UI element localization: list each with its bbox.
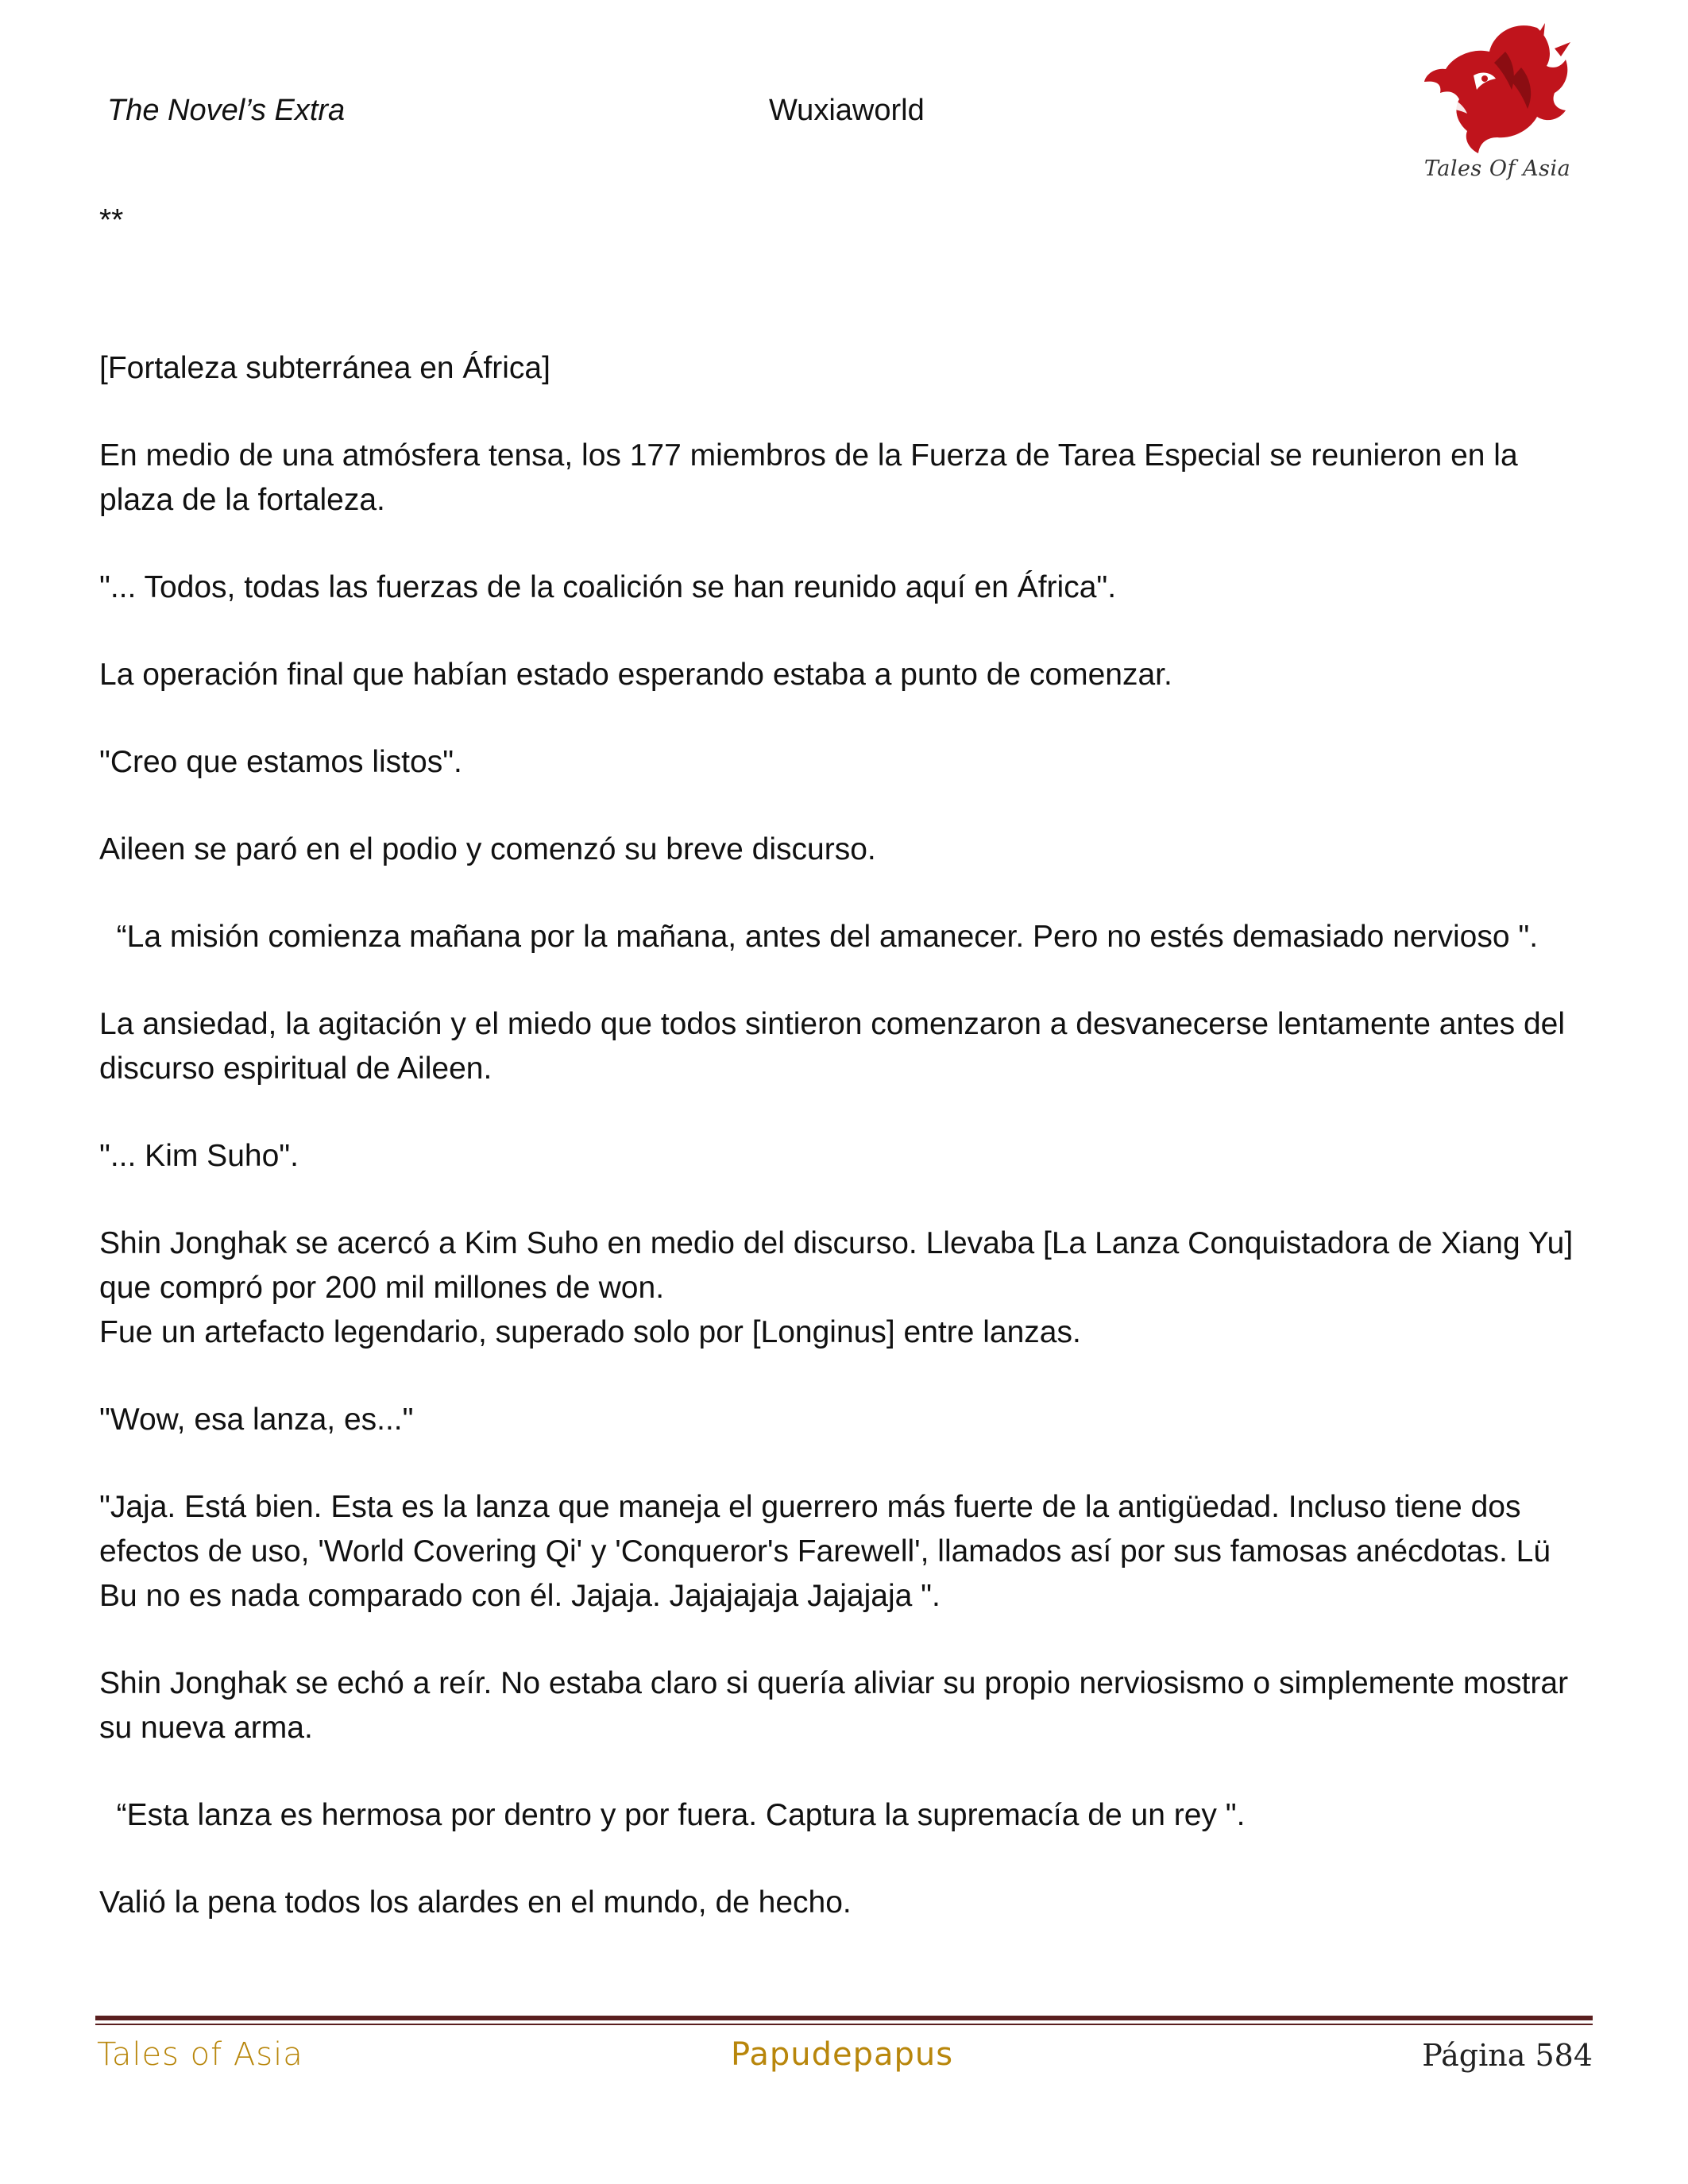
paragraph: "Wow, esa lanza, es..." [99,1403,414,1437]
paragraph: Valió la pena todos los alardes en el mundo, de hecho. [99,1885,852,1920]
footer-translator: Papudepapus [731,2036,954,2073]
paragraph: Shin Jonghak se echó a reír. No estaba claro si quería aliviar su propio nerviosismo o simplemente mostrar su nueva arma. [99,1666,1577,1745]
paragraph: “La misión comienza mañana por la mañana, antes del amanecer. Pero no estés demasiado nervioso ". [99,920,1539,954]
footer-rule [95,2016,1593,2020]
red-dragon-logo-icon [1418,20,1577,159]
header-book-title: The Novel’s Extra [107,94,346,127]
paragraph: En medio de una atmósfera tensa, los 177 miembros de la Fuerza de Tarea Especial se reunieron en la plaza de la fortaleza. [99,438,1527,517]
paragraph: "Jaja. Está bien. Esta es la lanza que maneja el guerrero más fuerte de la antigüedad. Incluso tiene dos efectos de uso, 'World Covering Qi' y 'Conqueror's Farewell', llamados así por sus famosas anécdotas. Lü Bu no es nada comparado con él. Jajaja. Jajajajaja Jajajaja ". [99,1490,1559,1613]
footer-site-name: Tales of Asia [97,2036,303,2073]
footer-rule-thin [95,2024,1593,2025]
tales-of-asia-logo [1418,20,1577,191]
paragraph: Aileen se paró en el podio y comenzó su breve discurso. [99,832,876,866]
header-source: Wuxiaworld [769,94,925,127]
paragraph: “Esta lanza es hermosa por dentro y por fuera. Captura la supremacía de un rey ". [99,1798,1246,1832]
paragraph: "... Kim Suho". [99,1139,299,1173]
paragraph: Shin Jonghak se acercó a Kim Suho en medio del discurso. Llevaba [La Lanza Conquistadora de Xiang Yu] que compró por 200 mil millones de won. Fue un artefacto legendario, superado solo por [Longinus] entre lanzas. [99,1226,1574,1349]
paragraph: [Fortaleza subterránea en África] [99,351,550,385]
page-number: Página 584 [1422,2038,1593,2073]
paragraph: La ansiedad, la agitación y el miedo que todos sintieron comenzaron a desvanecerse lentamente antes del discurso espiritual de Aileen. [99,1007,1574,1086]
scene-break: ** [99,203,124,237]
logo-text: Tales Of Asia [1423,156,1571,181]
paragraph: "Creo que estamos listos". [99,745,462,779]
paragraph: La operación final que habían estado esperando estaba a punto de comenzar. [99,658,1172,692]
paragraph: "... Todos, todas las fuerzas de la coalición se han reunido aquí en África". [99,570,1117,604]
document-body [99,199,1593,1968]
